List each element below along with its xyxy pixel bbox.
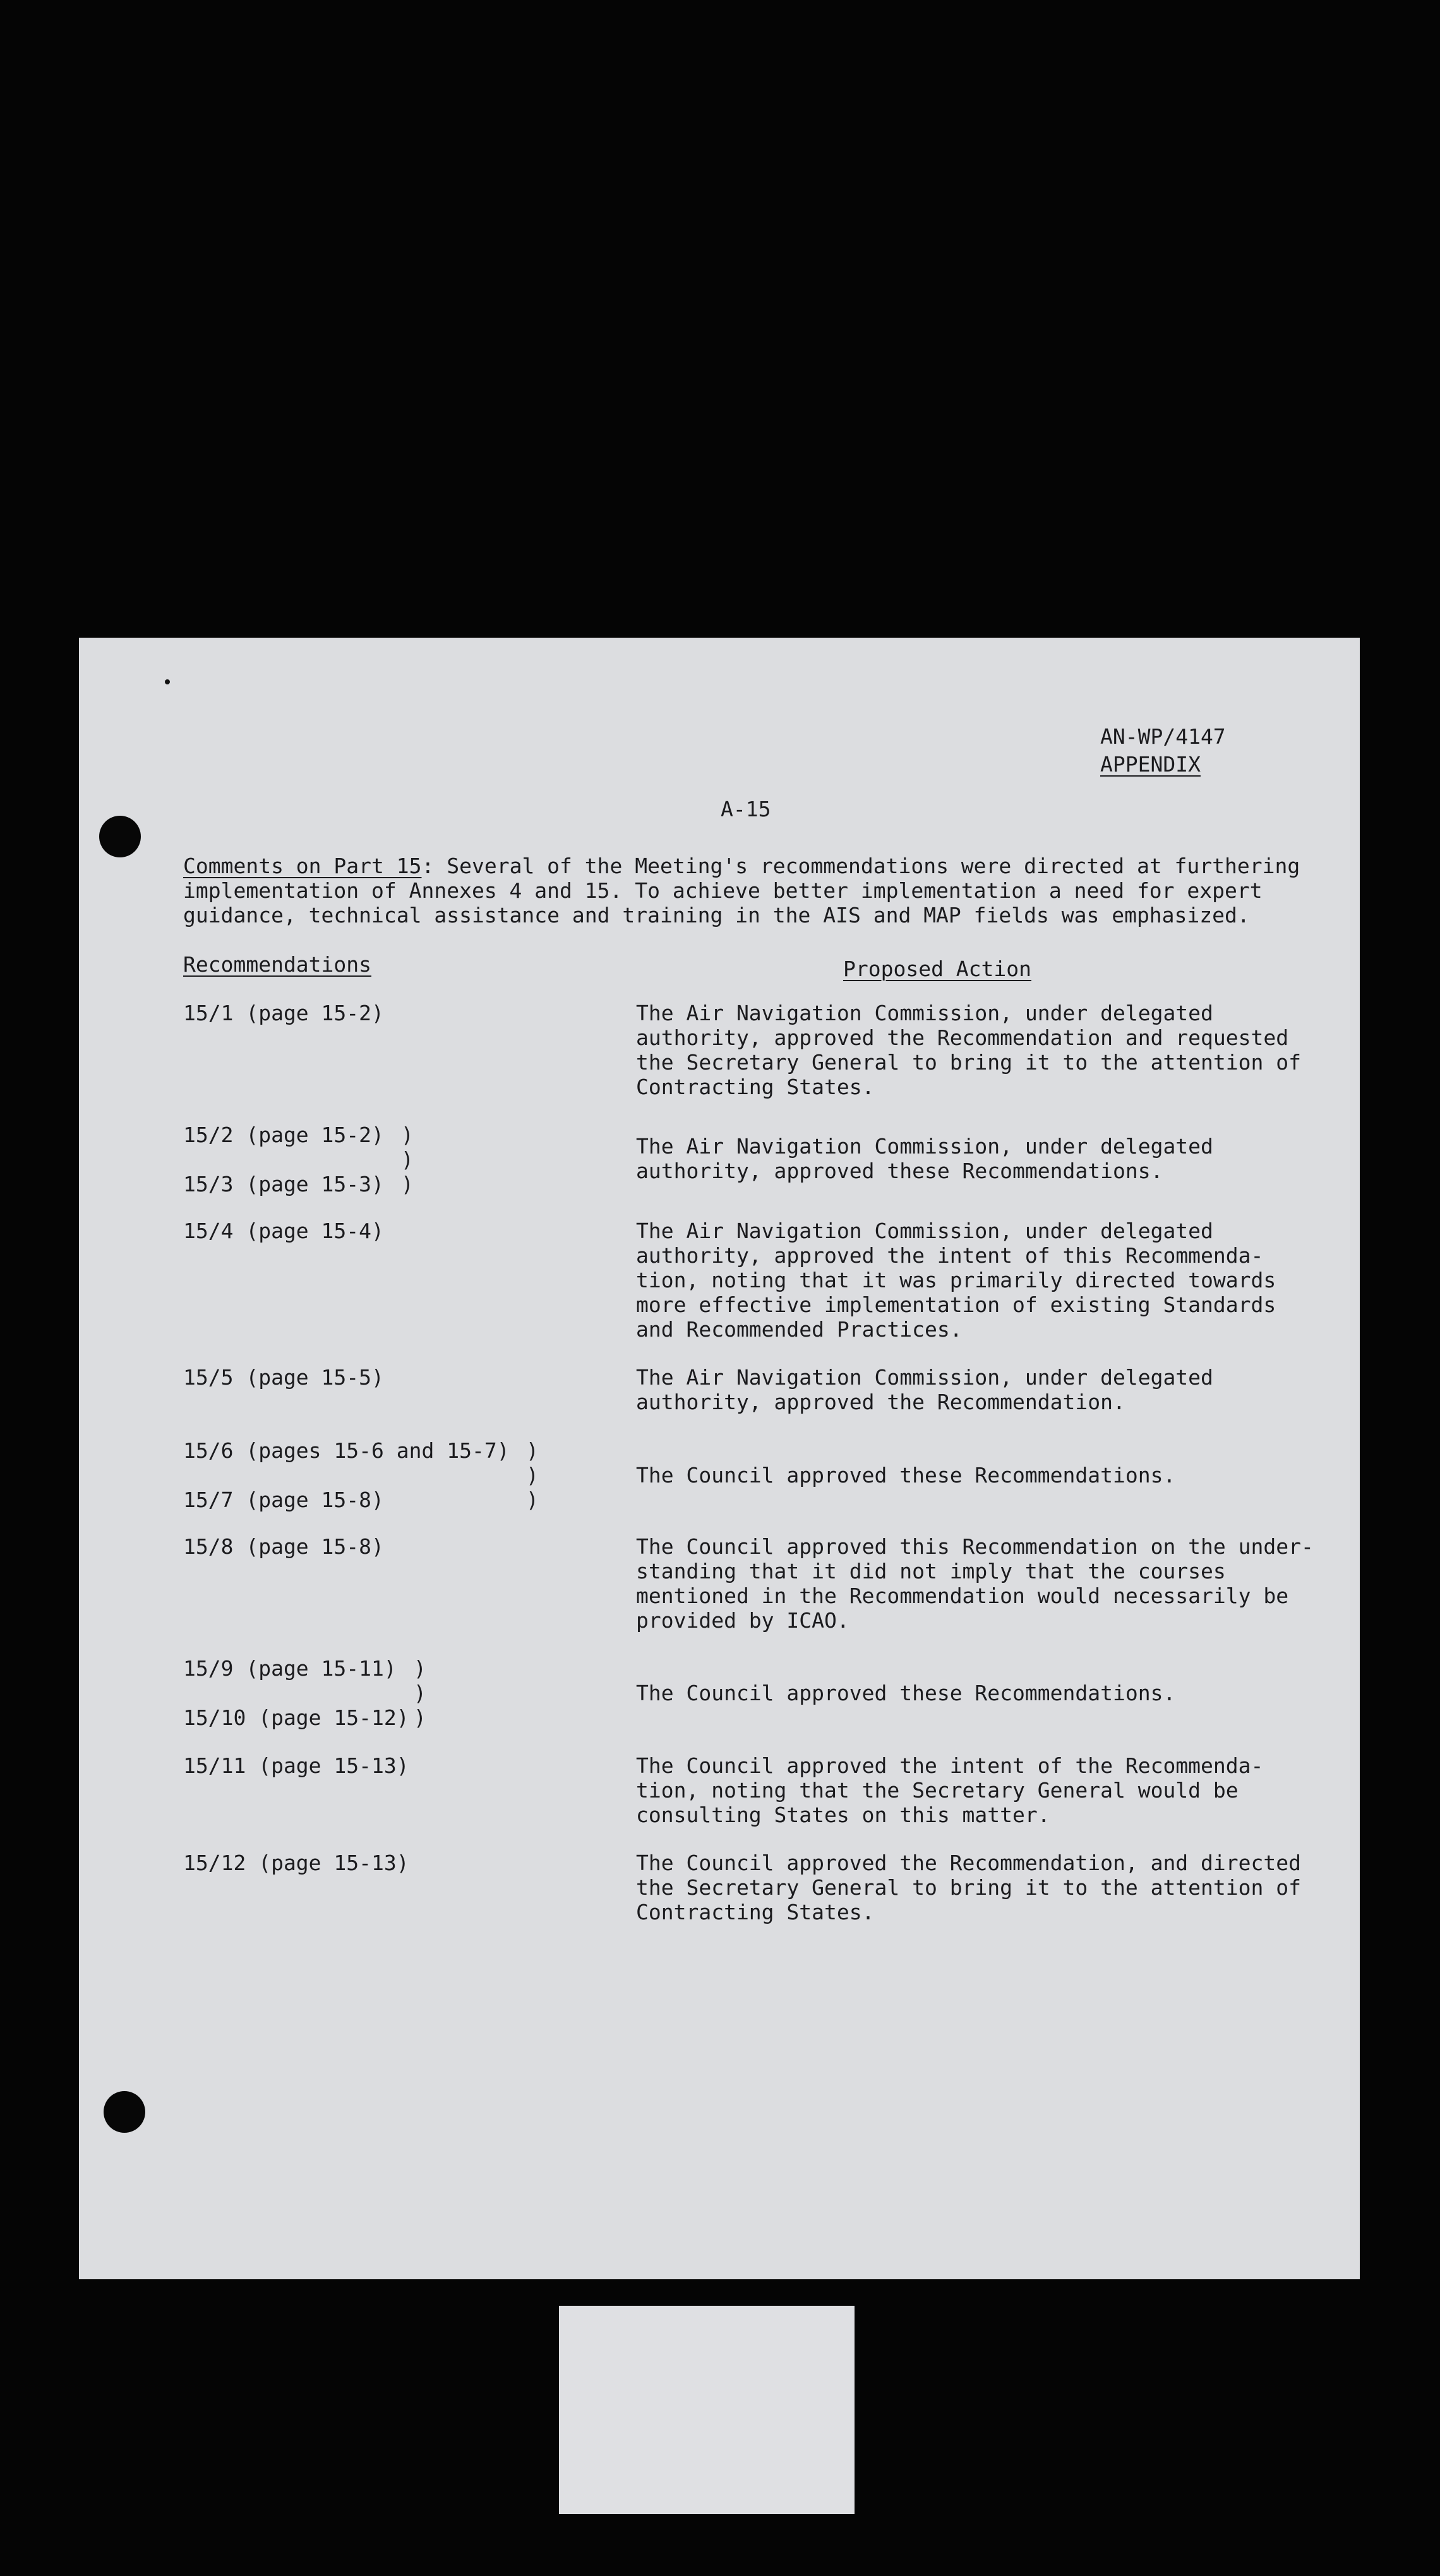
action-line: The Air Navigation Commission, under delegated (636, 1219, 1213, 1243)
proposed-action (636, 1851, 1301, 1924)
action-line: consulting States on this matter. (636, 1803, 1050, 1827)
recommendations-heading: Recommendations (183, 952, 372, 977)
comments-line-3: guidance, technical assistance and training in the AIS and MAP fields was emphasized. (183, 903, 1250, 927)
document-identifier (1100, 723, 1226, 778)
punch-hole-top (99, 816, 141, 857)
bracket: ) (526, 1488, 539, 1512)
bracket: ) (526, 1438, 539, 1463)
recommendation-ref: 15/3 (page 15-3) (183, 1172, 384, 1196)
action-line: authority, approved the Recommendation and requested (636, 1025, 1289, 1050)
bracket: ) (526, 1463, 539, 1488)
comments-paragraph (183, 854, 1371, 927)
action-line: tion, noting that the Secretary General would be (636, 1778, 1239, 1803)
recommendation-ref: 15/2 (page 15-2) (183, 1123, 384, 1147)
action-line: authority, approved these Recommendations. (636, 1159, 1163, 1183)
action-line: The Council approved the Recommendation, and directed (636, 1851, 1301, 1875)
bracket: ) (414, 1705, 426, 1730)
action-line: The Air Navigation Commission, under delegated (636, 1001, 1213, 1025)
comments-line-1: : Several of the Meeting's recommendations were directed at furthering (421, 854, 1300, 878)
proposed-action-heading: Proposed Action (843, 957, 1032, 981)
bracket: ) (401, 1123, 414, 1147)
punch-hole-bottom (104, 2091, 145, 2133)
action-line: The Council approved the intent of the Recommenda- (636, 1753, 1264, 1778)
recommendation-ref: 15/1 (page 15-2) (183, 1001, 384, 1025)
action-line: tion, noting that it was primarily directed towards (636, 1268, 1276, 1292)
recommendation-ref: 15/12 (page 15-13) (183, 1851, 409, 1875)
action-line: the Secretary General to bring it to the attention of (636, 1050, 1301, 1075)
action-line: The Air Navigation Commission, under delegated (636, 1134, 1213, 1159)
comments-label: Comments on Part 15 (183, 854, 422, 878)
action-line: The Council approved these Recommendations. (636, 1681, 1176, 1705)
proposed-action (636, 1365, 1213, 1414)
recommendation-ref: 15/8 (page 15-8) (183, 1534, 384, 1559)
comments-line-2: implementation of Annexes 4 and 15. To achieve better implementation a need for expert (183, 878, 1263, 903)
proposed-action (636, 1753, 1263, 1827)
proposed-action (636, 1219, 1276, 1342)
proposed-action (636, 1681, 1175, 1705)
bracket: ) (414, 1681, 426, 1705)
recommendation-ref: 15/9 (page 15-11) (183, 1656, 397, 1681)
document-page (79, 638, 1360, 2279)
paper-slip (559, 2306, 855, 2514)
bracket: ) (401, 1147, 414, 1172)
action-line: The Council approved these Recommendations. (636, 1463, 1176, 1488)
recommendation-ref: 15/11 (page 15-13) (183, 1753, 409, 1778)
action-line: provided by ICAO. (636, 1608, 849, 1633)
paper-speck (165, 679, 170, 684)
recommendation-ref: 15/4 (page 15-4) (183, 1219, 384, 1243)
bracket: ) (414, 1656, 426, 1681)
appendix-label: APPENDIX (1100, 752, 1201, 777)
bracket: ) (401, 1172, 414, 1196)
action-line: Contracting States. (636, 1900, 875, 1924)
recommendation-ref: 15/6 (pages 15-6 and 15-7) (183, 1438, 510, 1463)
page-number: A-15 (721, 797, 771, 821)
recommendation-ref: 15/7 (page 15-8) (183, 1488, 384, 1512)
recommendation-ref: 15/5 (page 15-5) (183, 1365, 384, 1390)
proposed-action (636, 1463, 1175, 1488)
action-line: The Air Navigation Commission, under delegated (636, 1365, 1213, 1390)
action-line: Contracting States. (636, 1075, 875, 1099)
doc-id: AN-WP/4147 (1100, 724, 1226, 749)
proposed-action (636, 1134, 1213, 1183)
action-line: The Council approved this Recommendation on the under- (636, 1534, 1314, 1559)
action-line: standing that it did not imply that the courses (636, 1559, 1226, 1583)
proposed-action (636, 1001, 1301, 1099)
action-line: more effective implementation of existing Standards (636, 1292, 1276, 1317)
action-line: authority, approved the Recommendation. (636, 1390, 1125, 1414)
action-line: authority, approved the intent of this Recommenda- (636, 1243, 1264, 1268)
recommendation-ref: 15/10 (page 15-12) (183, 1705, 409, 1730)
action-line: the Secretary General to bring it to the attention of (636, 1875, 1301, 1900)
action-line: and Recommended Practices. (636, 1317, 963, 1342)
proposed-action (636, 1534, 1314, 1633)
action-line: mentioned in the Recommendation would necessarily be (636, 1583, 1289, 1608)
